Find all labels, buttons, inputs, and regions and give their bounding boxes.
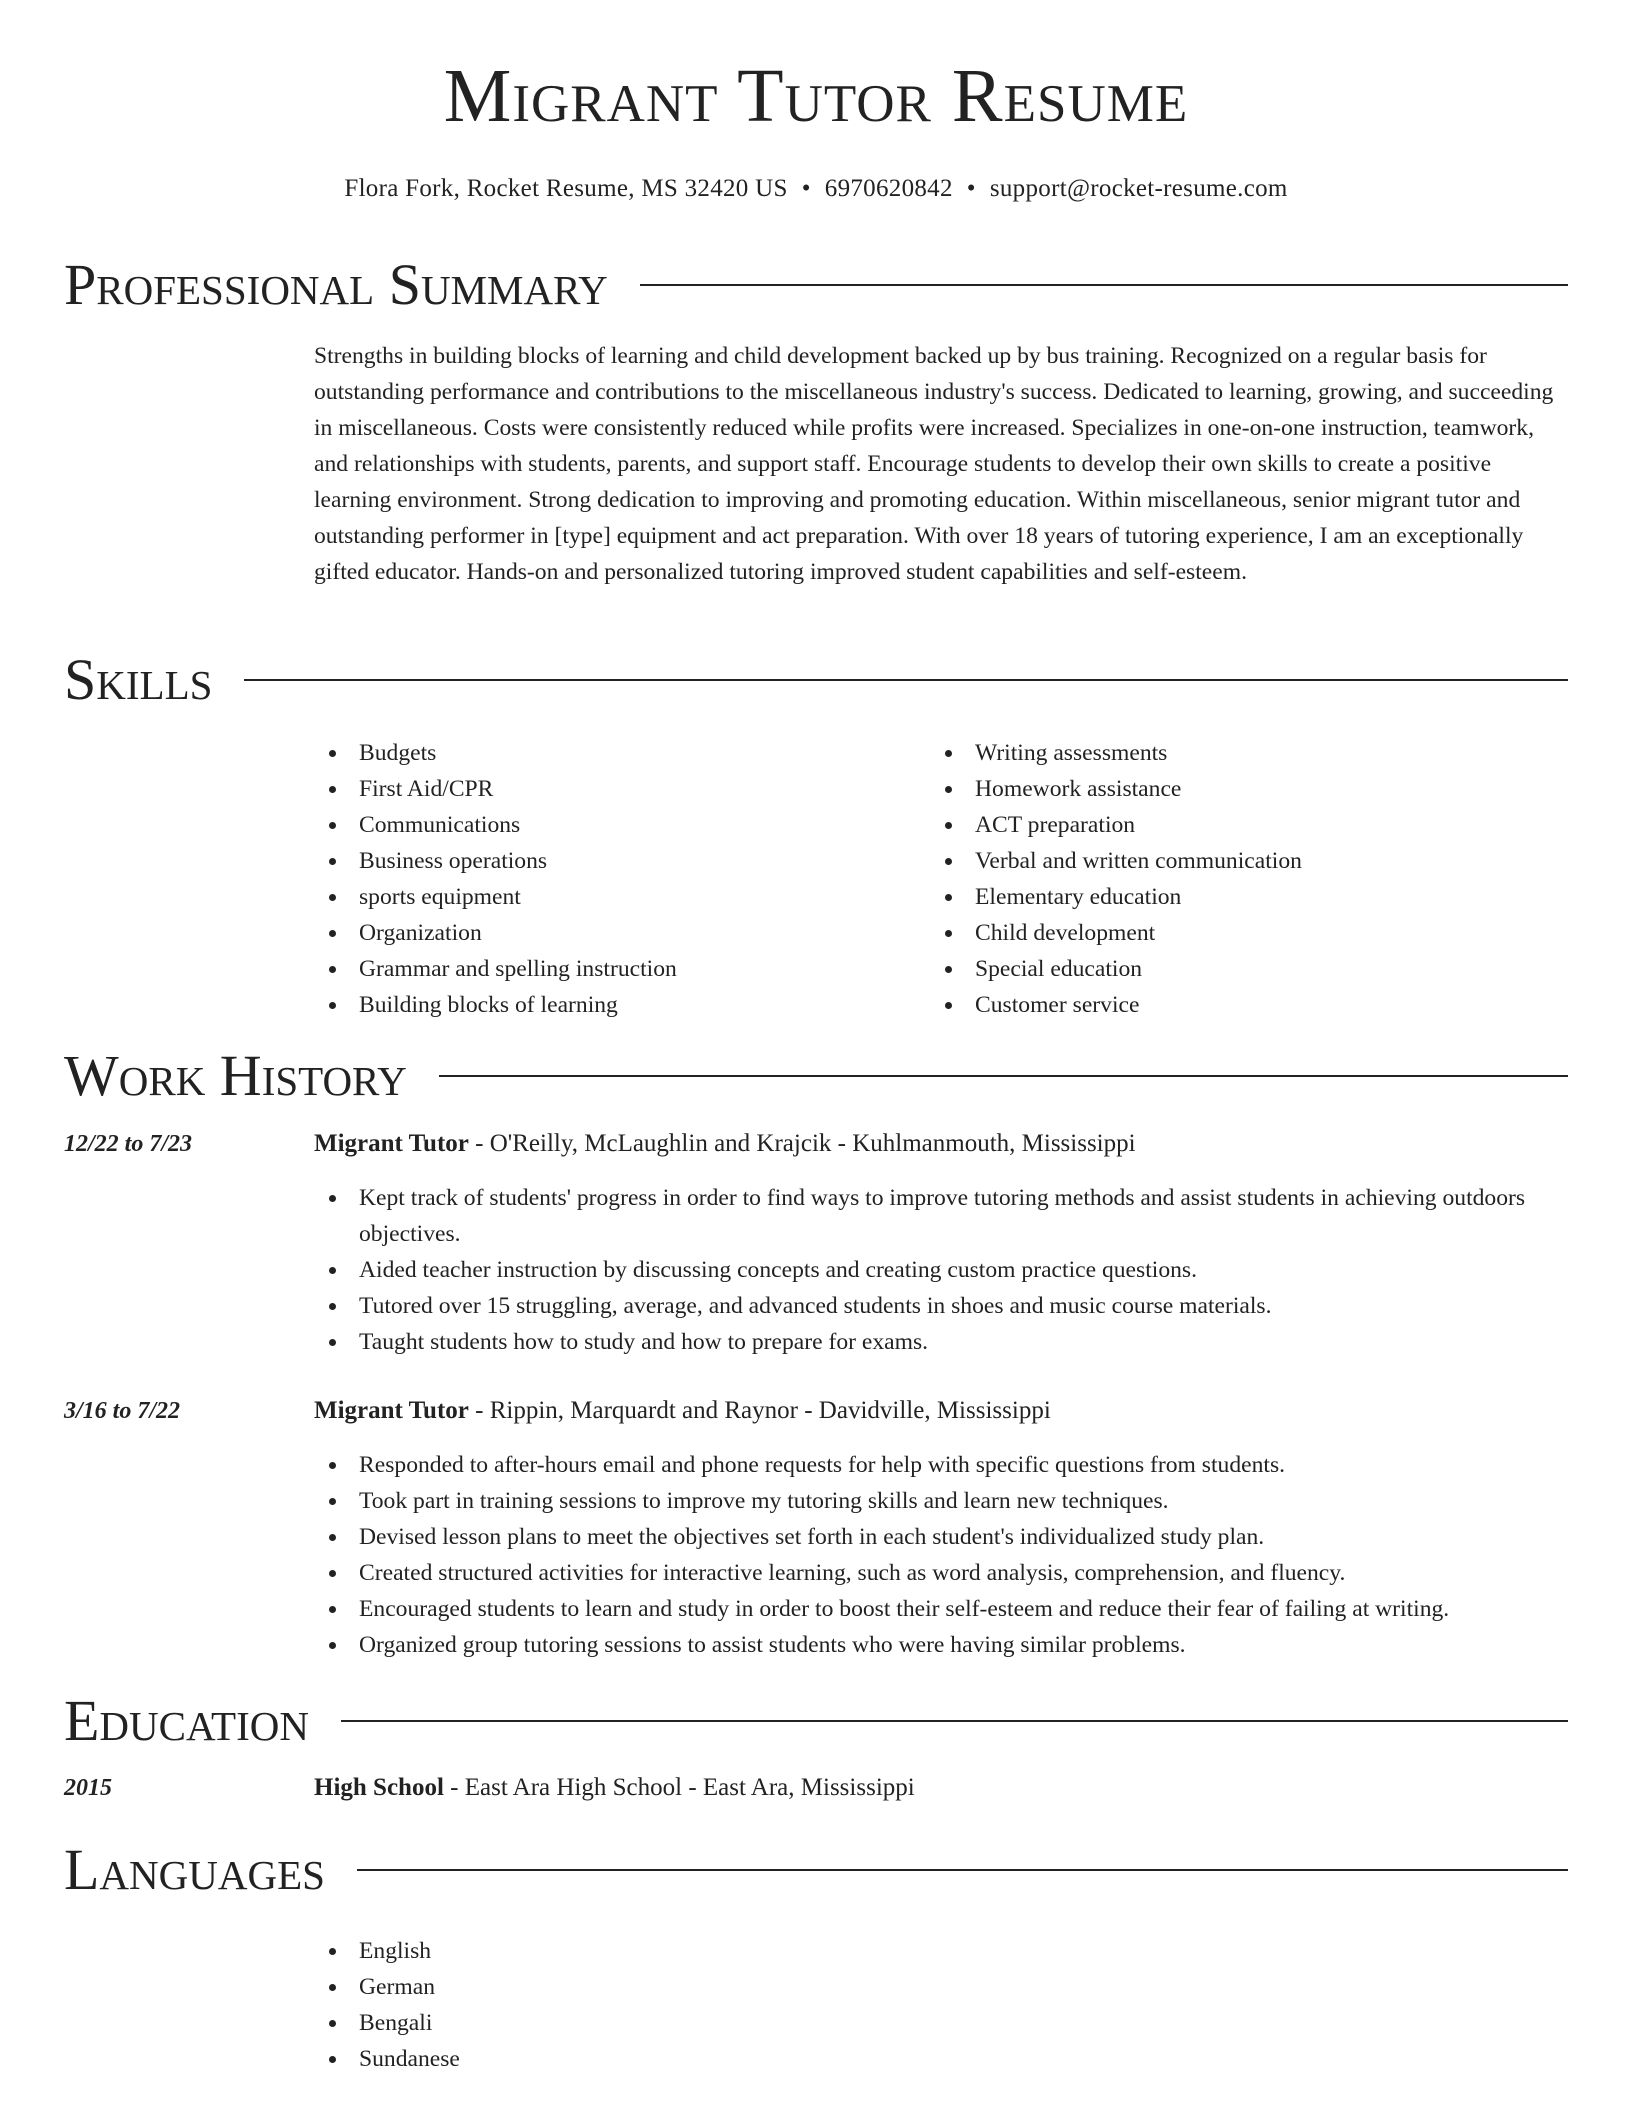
section-rule <box>640 284 1568 286</box>
section-rule <box>439 1075 1568 1077</box>
contact-email: support@rocket-resume.com <box>989 175 1288 202</box>
skill-item: Homework assistance <box>930 771 1570 807</box>
job-duty: Devised lesson plans to meet the objectives set forth in each student's individualized study plan. <box>314 1519 1572 1555</box>
job-title: Migrant Tutor <box>314 1130 469 1157</box>
contact-separator: • <box>966 175 976 202</box>
job-heading <box>314 1393 1572 1429</box>
education-heading <box>314 1770 1572 1806</box>
skill-item: Business operations <box>314 843 914 879</box>
section-title-skills: Skills <box>64 647 213 712</box>
section-title-summary: Professional Summary <box>64 252 608 317</box>
job-duty: Took part in training sessions to improve my tutoring skills and learn new techniques. <box>314 1483 1572 1519</box>
section-rule <box>357 1869 1568 1871</box>
job-duties-list <box>314 1180 1572 1360</box>
job-employer: - O'Reilly, McLaughlin and Krajcik - Kuhlmanmouth, Mississippi <box>468 1130 1136 1157</box>
skill-item: ACT preparation <box>930 807 1570 843</box>
section-title-languages: Languages <box>64 1837 325 1902</box>
section-header-languages <box>64 1838 1568 1902</box>
language-item: English <box>314 1933 914 1969</box>
skill-item: Grammar and spelling instruction <box>314 951 914 987</box>
job-duty: Created structured activities for interactive learning, such as word analysis, comprehension, and fluency. <box>314 1555 1572 1591</box>
job-duty: Responded to after-hours email and phone requests for help with specific questions from students. <box>314 1447 1572 1483</box>
skill-item: sports equipment <box>314 879 914 915</box>
skill-item: Communications <box>314 807 914 843</box>
section-header-skills <box>64 648 1568 712</box>
job-employer: - Rippin, Marquardt and Raynor - Davidville, Mississippi <box>468 1397 1051 1424</box>
job-duty: Aided teacher instruction by discussing concepts and creating custom practice questions. <box>314 1252 1572 1288</box>
contact-separator: • <box>801 175 811 202</box>
summary-text: Strengths in building blocks of learning and child development backed up by bus training. Recognized on a regular basis for outstanding performance and contributions to the miscellaneous industry's success. Dedicated to learning, growing, and succeeding in miscellaneous. Costs were consistently reduced while profits were increased. Specializes in one-on-one instruction, teamwork, and relationships with students, parents, and support staff. Encourage students to develop their own skills to create a positive learning environment. Strong dedication to improving and promoting education. Within miscellaneous, senior migrant tutor and outstanding performer in [type] equipment and act preparation. With over 18 years of tutoring experience, I am an exceptionally gifted educator. Hands-on and personalized tutoring improved student capabilities and self-esteem. <box>314 343 1554 585</box>
contact-address: Flora Fork, Rocket Resume, MS 32420 US <box>344 175 788 202</box>
skill-item: Elementary education <box>930 879 1570 915</box>
job-dates: 3/16 to 7/22 <box>64 1398 181 1424</box>
job-duty: Tutored over 15 struggling, average, and advanced students in shoes and music course materials. <box>314 1288 1572 1324</box>
job-duty: Organized group tutoring sessions to assist students who were having similar problems. <box>314 1627 1572 1663</box>
job-heading <box>314 1126 1572 1162</box>
job-duties-list <box>314 1447 1572 1663</box>
skills-list-left <box>314 735 914 1023</box>
skills-list-right <box>930 735 1570 1023</box>
contact-phone: 6970620842 <box>824 175 953 202</box>
language-item: German <box>314 1969 914 2005</box>
job-dates: 12/22 to 7/23 <box>64 1131 193 1157</box>
skill-item: Customer service <box>930 987 1570 1023</box>
skill-item: Budgets <box>314 735 914 771</box>
skill-item: Child development <box>930 915 1570 951</box>
job-duty: Encouraged students to learn and study in order to boost their self-esteem and reduce their fear of failing at writing. <box>314 1591 1572 1627</box>
skill-item: Writing assessments <box>930 735 1570 771</box>
education-year: 2015 <box>64 1775 112 1801</box>
skill-item: Special education <box>930 951 1570 987</box>
skill-item: Organization <box>314 915 914 951</box>
job-duty: Kept track of students' progress in order to find ways to improve tutoring methods and assist students in achieving outdoors objectives. <box>314 1180 1572 1252</box>
section-rule <box>244 679 1568 681</box>
education-school: - East Ara High School - East Ara, Mississippi <box>443 1774 915 1801</box>
skill-item: First Aid/CPR <box>314 771 914 807</box>
job-duty: Taught students how to study and how to prepare for exams. <box>314 1324 1572 1360</box>
resume-title: Migrant Tutor Resume <box>443 54 1189 138</box>
section-header-work <box>64 1044 1568 1108</box>
language-item: Sundanese <box>314 2041 914 2077</box>
section-title-education: Education <box>64 1688 309 1753</box>
job-title: Migrant Tutor <box>314 1397 469 1424</box>
skill-item: Building blocks of learning <box>314 987 914 1023</box>
education-degree: High School <box>314 1774 444 1801</box>
skill-item: Verbal and written communication <box>930 843 1570 879</box>
section-header-summary <box>64 253 1568 317</box>
section-title-work: Work History <box>64 1043 407 1108</box>
section-header-education <box>64 1689 1568 1753</box>
language-item: Bengali <box>314 2005 914 2041</box>
languages-list <box>314 1933 914 2077</box>
contact-line <box>0 176 1632 201</box>
section-rule <box>341 1720 1568 1722</box>
